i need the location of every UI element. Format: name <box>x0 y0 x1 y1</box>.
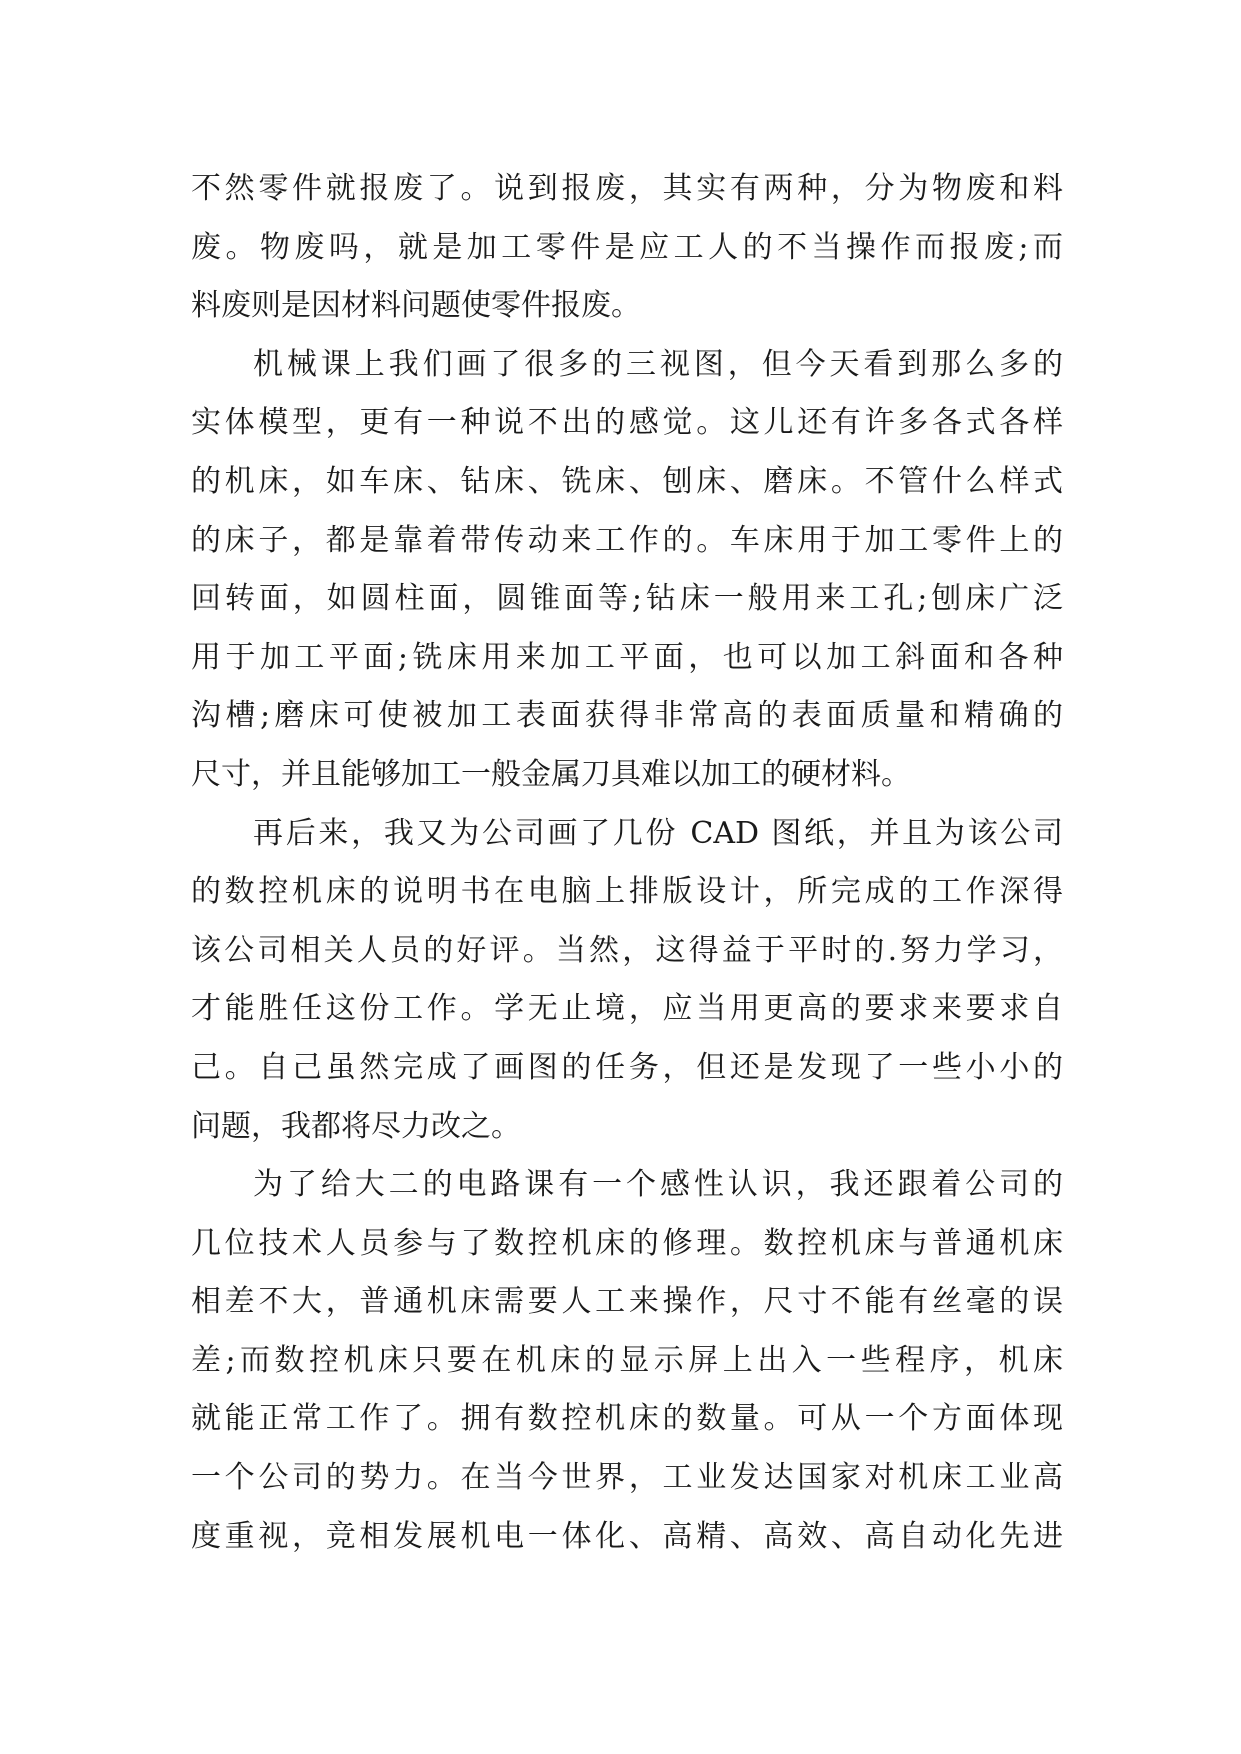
text-line: 己。自己虽然完成了画图的任务，但还是发现了一些小小的 <box>191 1049 1063 1085</box>
text-line: 回转面，如圆柱面，圆锥面等;钻床一般用来工孔;刨床广泛 <box>191 581 1063 617</box>
text-line: 废。物废吗，就是加工零件是应工人的不当操作而报废;而 <box>191 229 1063 265</box>
text-line: 相差不大，普通机床需要人工来操作，尺寸不能有丝毫的误 <box>191 1284 1063 1320</box>
text-line: 用于加工平面;铣床用来加工平面，也可以加工斜面和各种 <box>191 639 1063 675</box>
text-line: 才能胜任这份工作。学无止境，应当用更高的要求来要求自 <box>191 991 1063 1027</box>
document-body <box>191 160 1063 1566</box>
text-line: 该公司相关人员的好评。当然，这得益于平时的.努力学习， <box>191 932 1063 968</box>
paragraph-first-line: 为了给大二的电路课有一个感性认识，我还跟着公司的 <box>253 1167 1063 1203</box>
paragraph-first-line: 机械课上我们画了很多的三视图，但今天看到那么多的 <box>253 346 1063 382</box>
text-line: 沟槽;磨床可使被加工表面获得非常高的表面质量和精确的 <box>191 698 1063 734</box>
text-line: 度重视，竞相发展机电一体化、高精、高效、高自动化先进 <box>191 1518 1063 1554</box>
text-line: 的床子，都是靠着带传动来工作的。车床用于加工零件上的 <box>191 522 1063 558</box>
text-line: 料废则是因材料问题使零件报废。 <box>191 288 641 324</box>
text-line: 的机床，如车床、钻床、铣床、刨床、磨床。不管什么样式 <box>191 463 1063 499</box>
text-line: 问题，我都将尽力改之。 <box>191 1108 521 1144</box>
text-line: 实体模型，更有一种说不出的感觉。这儿还有许多各式各样 <box>191 405 1063 441</box>
text-line: 差;而数控机床只要在机床的显示屏上出入一些程序，机床 <box>191 1342 1063 1378</box>
text-line: 一个公司的势力。在当今世界，工业发达国家对机床工业高 <box>191 1460 1063 1496</box>
text-line: 不然零件就报废了。说到报废，其实有两种，分为物废和料 <box>191 171 1063 206</box>
text-line: 几位技术人员参与了数控机床的修理。数控机床与普通机床 <box>191 1225 1063 1261</box>
text-line: 尺寸，并且能够加工一般金属刀具难以加工的硬材料。 <box>191 756 911 792</box>
text-line: 就能正常工作了。拥有数控机床的数量。可从一个方面体现 <box>191 1401 1063 1437</box>
paragraph-first-line: 再后来，我又为公司画了几份 CAD 图纸，并且为该公司 <box>253 815 1063 851</box>
text-line: 的数控机床的说明书在电脑上排版设计，所完成的工作深得 <box>191 874 1063 910</box>
